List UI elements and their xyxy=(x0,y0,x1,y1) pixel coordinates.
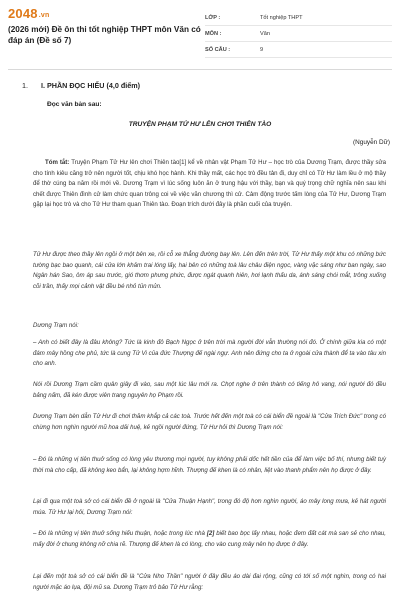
summary-text: Truyện Phạm Tử Hư lên chơi Thiên tào[1] kể về nhân vật Phạm Tử Hư – học trò của Dương Trạm, được thầy sửa cho tính kiêu căng trở nên người tốt, chịu khó học hành. Khi thầy mất, các học trò đều tản đi, duy chỉ có Tử Hư làm lều ở mộ thầy để thờ cúng ba năm rồi mới về. Dương Trạm vì lúc sống luôn ăn ở trung hậu với thầy, bạn và quý trọng chữ nghĩa nên sau khi chết được Thiên đình cử làm chức quan trông coi về việc văn chương thì cử. Cảm động trước tấm lòng của Tử Hư, Dương Trạm gặp lại học trò và cho Tử Hư tham quan Thiên tào. Đoạn trích dưới đây là phần cuối của truyện. xyxy=(33,159,386,209)
passage-paragraph-6: – Đó là những vị tiên thuở sống có lòng yêu thương mọi người, tuy không phải dốc hết tiền của để làm việc bố thí, nhưng biết tuỳ thời mà cho cấp, đã không keo bẩn, lại không hợm hĩnh. Thượng đế khen là có nhân, liệt vào thanh phẩm nên họ được ở đây. xyxy=(33,456,386,474)
passage-paragraph-7: Lại đi qua một toà sở có cái biển đề ở ngoài là "Cửa Thuận Hạnh", trong đó độ hơn nghìn người, áo mây long mưa, kẻ hát người múa. Tử Hư lại hỏi, Dương Trạm nói: xyxy=(33,498,386,516)
summary-label: Tóm tắt: xyxy=(45,159,70,166)
section-heading xyxy=(22,81,140,90)
passage-paragraph-5: Dương Trạm bèn dẫn Tử Hư đi chơi thăm khắp cả các toà. Trước hết đến một toà có cái biển đề ngoài là "Cửa Trích Đức" trong có chừng hơn nghìn người mũ hoa dải huệ, kẻ ngồi người đứng, Tử Hư hỏi thì Dương Trạm nói: xyxy=(33,413,386,431)
section-number: 1. xyxy=(22,81,28,90)
meta-key: LỚP : xyxy=(205,14,221,21)
header-divider xyxy=(8,69,392,70)
passage-text: – Đó là những vị tiên thuở sống hiếu thuận, hoặc trong lúc nhà xyxy=(33,530,207,537)
reading-instruction: Đọc văn bản sau: xyxy=(47,101,102,108)
meta-value: Tốt nghiệp THPT xyxy=(260,14,303,21)
meta-row-subject xyxy=(205,26,392,42)
section-title: I. PHẦN ĐỌC HIỂU (4,0 điểm) xyxy=(41,81,141,90)
story-author: (Nguyễn Dữ) xyxy=(353,139,390,146)
passage-paragraph-2: Dương Trạm nói: xyxy=(33,322,79,329)
meta-key: MÔN : xyxy=(205,30,222,37)
passage-paragraph-8 xyxy=(33,529,386,550)
meta-value: 9 xyxy=(260,46,264,53)
meta-row-question-count xyxy=(205,42,392,58)
site-logo[interactable] xyxy=(8,6,205,21)
passage-paragraph-1: Tử Hư được theo thầy lên ngồi ở một bên xe, rồi cỗ xe thẳng đường bay lên. Lên đến trên trời, Tử Hư thấy một khu có những bức tường bạc bao quanh, cái cửa lớn khảm trai lóng lấy, hai bên có những toà lâu châu điện ngọc, vàng vặc sáng như ban ngày, sao Ngân hán Sao, ôm áp sau trước, gió thơm phưng phức, được ngát quanh hiên, hơi lạnh thấu da, ánh sáng chói mắt, trông xuống cõi trần, thấy mọi cảnh vật đều bé nhỏ tủn mủn. xyxy=(33,251,386,290)
summary-paragraph xyxy=(33,158,386,211)
footnote-reference[interactable]: [2] xyxy=(206,530,215,537)
passage-paragraph-4: Nói rồi Dương Trạm cầm quân giây đi vào, sau một lúc lâu mới ra. Chợt nghe ở trên thành có tiếng hô vang, nói người đó đều bảng nấm, đã kén được viên trang nguyên họ Phạm rồi. xyxy=(33,381,386,399)
passage-paragraph-9: Lại đến một toà sở có cái biển đề là "Cửa Nho Thần" người ở đây đều áo dài đai rộng, cũng có tới số một nghìn, trong có hai người mặc áo lụa, đội mũ sa. Dương Trạm trỏ bảo Tử Hư rằng: xyxy=(33,573,386,591)
meta-row-class xyxy=(205,10,392,26)
story-title: TRUYỆN PHẠM TỬ HƯ LÊN CHƠI THIÊN TÀO xyxy=(128,121,272,128)
page-header xyxy=(0,0,400,70)
exam-title: (2026 mới) Đề ôn thi tốt nghiệp THPT môn Văn có đáp án (Đề số 7) xyxy=(8,25,201,45)
header-left xyxy=(0,0,205,70)
passage-paragraph-3: – Anh có biết đây là đâu không? Tức là kinh đô Bạch Ngọc ở trên trời mà người đời vẫn thường nói đó. Ở chính giữa kia có một đám mây hồng che phủ, tức là cung Tử Vi của đức Thượng đế ngài ngự. Anh nên đứng cho ta ở ngoài cửa thành để ta vào tâu xin cho anh. xyxy=(33,339,386,368)
passage-text: biết bao bọc lấy nhau, hoặc đem đất cát mà san sẻ cho nhau, mấy đời ở chung không nỡ chia rẽ. Thượng đế khen là có lòng, cho vào cung mây nên họ được ở đây. xyxy=(33,530,386,548)
logo-suffix: .vn xyxy=(38,12,50,19)
meta-value: Văn xyxy=(260,30,270,37)
exam-meta xyxy=(205,0,400,70)
meta-key: SỐ CÂU : xyxy=(205,46,231,53)
logo-main: 2048 xyxy=(8,6,38,21)
